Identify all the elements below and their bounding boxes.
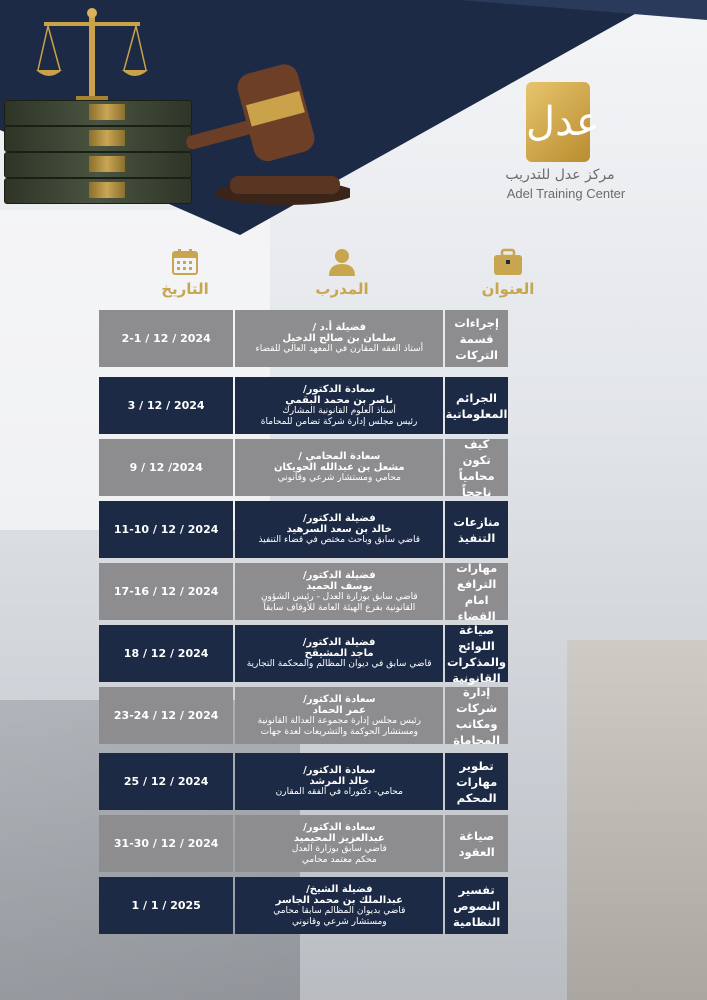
trainer-bio: قاضي سابق في ديوان المظالم والمحكمة التجارية xyxy=(246,659,432,669)
trainer-bio: أستاذ الفقه المقارن في المعهد العالي للقضاء xyxy=(255,344,424,354)
person-icon xyxy=(327,248,357,276)
brand-name-arabic: مركز عدل للتدريب xyxy=(505,167,615,183)
column-header-date xyxy=(145,248,225,298)
row-course-title: الجرائم المعلوماتية xyxy=(445,377,508,434)
row-course-title: تطوير مهارات المحكم xyxy=(445,753,508,810)
logo-mark-text: عدل xyxy=(526,99,600,145)
trainer-bio: ومستشار الحوكمة والتشريعات لعدة جهات xyxy=(260,726,418,737)
column-header-title xyxy=(468,248,548,298)
row-trainer xyxy=(235,753,443,810)
table-row xyxy=(99,310,508,367)
row-course-title: إدارة شركات ومكاتب المحاماة xyxy=(445,687,508,744)
row-trainer xyxy=(235,501,443,558)
trainer-bio: قاضي سابق بوزارة العدل - رئيس الشؤون xyxy=(260,591,418,602)
table-row xyxy=(99,501,508,558)
table-row xyxy=(99,622,508,685)
column-header-trainer xyxy=(302,248,382,298)
table-row xyxy=(99,436,508,499)
row-trainer xyxy=(235,625,443,682)
trainer-name: خالد بن سعد السرهيد xyxy=(286,524,392,535)
trainer-bio: رئيس مجلس إدارة شركة تضامن للمحاماة xyxy=(260,416,418,427)
trainer-name: عبدالعزيز المحيميد xyxy=(293,832,385,844)
row-course-title: صياغة اللوائح والمذكرات القانونية xyxy=(446,622,507,685)
justice-scale-icon xyxy=(36,8,148,108)
row-date: 2025 / 1 / 1 xyxy=(99,877,233,934)
trainer-honorific: سعادة الدكتور/ xyxy=(303,765,376,776)
gavel-icon xyxy=(185,58,350,208)
column-header-trainer-label: المدرب xyxy=(315,280,369,298)
row-course-title: منازعات التنفيذ xyxy=(445,501,508,558)
column-header-title-label: العنوان xyxy=(481,280,535,298)
trainer-name: مشعل بن عبدالله الحويكان xyxy=(273,462,405,473)
row-trainer xyxy=(235,877,443,934)
table-row xyxy=(99,560,508,623)
logo-mark xyxy=(526,82,600,162)
trainer-name: يوسف الحميد xyxy=(306,580,373,592)
background-mug xyxy=(567,640,707,1000)
row-date: 2024/ 12 / 9 xyxy=(99,439,233,496)
trainer-bio: قاضي سابق بوزارة العدل xyxy=(291,843,387,854)
law-books-image xyxy=(4,100,190,210)
row-date: 2024 / 12 / 31-30 xyxy=(99,815,233,872)
row-course-title: مهارات الترافع امام القضاء xyxy=(445,563,508,620)
row-date: 2024 / 12 / 25 xyxy=(99,753,233,810)
table-row xyxy=(99,684,508,747)
trainer-honorific: سعادة الدكتور/ xyxy=(303,821,376,833)
trainer-bio: قاضي بديوان المظالم سابقا محامي xyxy=(273,905,406,916)
trainer-bio: القانونية بفرع الهيئة العامة للأوقاف سابقاً xyxy=(263,602,416,613)
trainer-bio: ومستشار شرعي وقانوني xyxy=(291,916,387,927)
trainer-name: عمر الحماد xyxy=(312,704,366,716)
trainer-name: سلمان بن صالح الدخيل xyxy=(282,333,397,344)
row-trainer xyxy=(235,310,443,367)
table-row xyxy=(99,377,508,434)
row-date: 2024 / 12 / 17-16 xyxy=(99,563,233,620)
trainer-bio: محكم معتمد محامي xyxy=(301,854,377,865)
row-trainer xyxy=(235,815,443,872)
row-trainer xyxy=(235,439,443,496)
trainer-honorific: فضيلة الشيخ/ xyxy=(306,883,373,895)
trainer-honorific: فضيلة الدكتور/ xyxy=(302,569,376,581)
table-row xyxy=(99,877,508,934)
row-date: 2024 / 12 / 23-24 xyxy=(99,687,233,744)
row-trainer xyxy=(235,377,443,434)
brand-name-english: Adel Training Center xyxy=(506,186,626,201)
trainer-bio: رئيس مجلس إدارة مجموعة العدالة القانونية xyxy=(257,715,421,726)
trainer-honorific: سعادة الدكتور/ xyxy=(302,383,376,395)
trainer-honorific: فضيلة الدكتور/ xyxy=(302,637,376,648)
trainer-name: عبدالملك بن محمد الجاسر xyxy=(275,894,403,906)
trainer-bio: محامي- دكتوراه في الفقه المقارن xyxy=(275,787,403,797)
trainer-name: خالد المرشد xyxy=(309,776,370,787)
row-date: 2024 / 12 / 2-1 xyxy=(99,310,233,367)
row-date: 2024 / 12 / 3 xyxy=(99,377,233,434)
trainer-honorific: فضيلة الدكتور/ xyxy=(302,513,376,524)
trainer-bio: قاضي سابق وباحث مختص في قضاء التنفيذ xyxy=(258,535,421,545)
trainer-bio: أستاذ العلوم القانونية المشارك xyxy=(282,405,396,416)
row-date: 2024 / 12 / 11-10 xyxy=(99,501,233,558)
row-date: 2024 / 12 / 18 xyxy=(99,625,233,682)
trainer-bio: محامي ومستشار شرعي وقانوني xyxy=(277,473,401,483)
row-trainer xyxy=(235,687,443,744)
adel-logo xyxy=(500,82,660,212)
row-trainer xyxy=(235,563,443,620)
trainer-name: ناصر بن محمد البقمي xyxy=(285,394,393,406)
row-course-title: صياغة العقود xyxy=(445,815,508,872)
trainer-name: ماجد المشيقح xyxy=(304,648,374,659)
row-course-title: إجراءات قسمة التركات xyxy=(445,310,508,367)
calendar-icon xyxy=(171,248,199,276)
row-course-title: كيف تكون محامياً ناجحاً xyxy=(445,439,508,496)
table-row xyxy=(99,815,508,872)
row-course-title: تفسير النصوص النظامية xyxy=(445,877,508,934)
column-header-date-label: التاريخ xyxy=(161,280,209,298)
trainer-honorific: سعادة الدكتور/ xyxy=(303,693,376,705)
trainer-honorific: سعادة المحامي / xyxy=(298,451,381,462)
table-row xyxy=(99,753,508,810)
briefcase-icon xyxy=(492,248,524,276)
trainer-honorific: فضيلة أ.د / xyxy=(312,322,367,333)
